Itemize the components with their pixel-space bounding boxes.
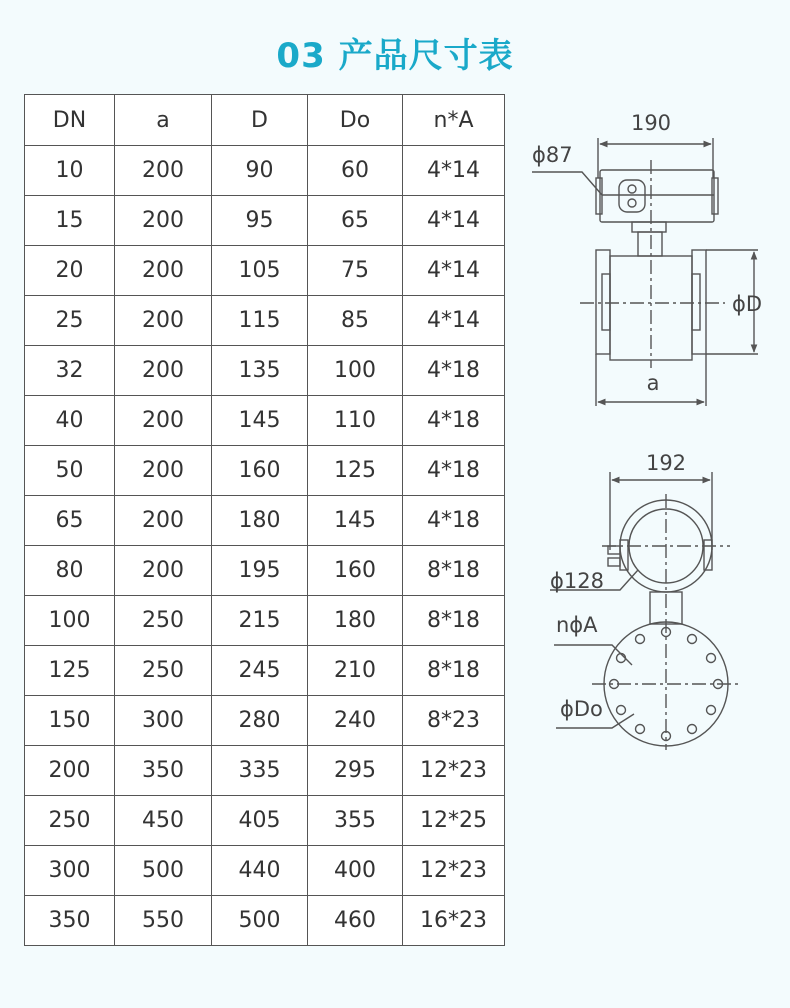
header-d: D bbox=[212, 95, 308, 146]
table-cell: 15 bbox=[25, 196, 115, 246]
table-cell: 200 bbox=[115, 196, 212, 246]
table-cell: 4*14 bbox=[403, 196, 505, 246]
table-row bbox=[25, 196, 505, 246]
table-header-row bbox=[25, 95, 505, 146]
table-cell: 50 bbox=[25, 446, 115, 496]
table-cell: 12*23 bbox=[403, 746, 505, 796]
table-cell: 90 bbox=[212, 146, 308, 196]
dimension-diagram bbox=[520, 100, 785, 750]
table-cell: 65 bbox=[308, 196, 403, 246]
table-row bbox=[25, 246, 505, 296]
table-cell: 20 bbox=[25, 246, 115, 296]
front-width-label: 192 bbox=[645, 451, 687, 475]
table-cell: 245 bbox=[212, 646, 308, 696]
table-cell: 60 bbox=[308, 146, 403, 196]
flange-dia-label: ϕD bbox=[732, 292, 763, 316]
table-cell: 8*18 bbox=[403, 646, 505, 696]
table-row bbox=[25, 746, 505, 796]
table-row bbox=[25, 396, 505, 446]
header-a: a bbox=[115, 95, 212, 146]
table-cell: 160 bbox=[308, 546, 403, 596]
table-row bbox=[25, 546, 505, 596]
table-cell: 450 bbox=[115, 796, 212, 846]
table-cell: 32 bbox=[25, 346, 115, 396]
table-cell: 355 bbox=[308, 796, 403, 846]
bolt-circle-label: ϕDo bbox=[560, 697, 603, 721]
table-cell: 350 bbox=[115, 746, 212, 796]
bolt-hole bbox=[636, 725, 645, 734]
table-cell: 200 bbox=[115, 346, 212, 396]
front-head-dia-label: ϕ128 bbox=[550, 569, 604, 593]
table-cell: 280 bbox=[212, 696, 308, 746]
table-cell: 95 bbox=[212, 196, 308, 246]
side-width-label: 190 bbox=[630, 111, 672, 135]
table-cell: 12*25 bbox=[403, 796, 505, 846]
table-row bbox=[25, 646, 505, 696]
table-cell: 460 bbox=[308, 896, 403, 946]
table-row bbox=[25, 846, 505, 896]
table-cell: 300 bbox=[25, 846, 115, 896]
table-cell: 25 bbox=[25, 296, 115, 346]
table-cell: 4*18 bbox=[403, 496, 505, 546]
table-row bbox=[25, 496, 505, 546]
table-cell: 100 bbox=[25, 596, 115, 646]
table-cell: 145 bbox=[212, 396, 308, 446]
table-cell: 4*14 bbox=[403, 296, 505, 346]
table-cell: 4*18 bbox=[403, 396, 505, 446]
table-row bbox=[25, 896, 505, 946]
table-row bbox=[25, 346, 505, 396]
table-row bbox=[25, 796, 505, 846]
table-row bbox=[25, 446, 505, 496]
table-cell: 200 bbox=[115, 546, 212, 596]
table-cell: 80 bbox=[25, 546, 115, 596]
table-cell: 8*18 bbox=[403, 596, 505, 646]
table-cell: 85 bbox=[308, 296, 403, 346]
table-cell: 10 bbox=[25, 146, 115, 196]
table-cell: 12*23 bbox=[403, 846, 505, 896]
table-cell: 200 bbox=[115, 146, 212, 196]
table-cell: 250 bbox=[25, 796, 115, 846]
table-cell: 8*23 bbox=[403, 696, 505, 746]
table-cell: 200 bbox=[115, 246, 212, 296]
bolt-hole bbox=[688, 635, 697, 644]
table-cell: 110 bbox=[308, 396, 403, 446]
bolt-hole bbox=[636, 635, 645, 644]
table-cell: 250 bbox=[115, 646, 212, 696]
table-cell: 200 bbox=[115, 446, 212, 496]
table-row bbox=[25, 696, 505, 746]
table-cell: 250 bbox=[115, 596, 212, 646]
bolt-hole bbox=[707, 706, 716, 715]
table-cell: 40 bbox=[25, 396, 115, 446]
table-cell: 500 bbox=[212, 896, 308, 946]
bolt-hole bbox=[707, 654, 716, 663]
table-row bbox=[25, 146, 505, 196]
table-cell: 4*18 bbox=[403, 446, 505, 496]
table-cell: 115 bbox=[212, 296, 308, 346]
table-cell: 210 bbox=[308, 646, 403, 696]
side-head-dia-label: ϕ87 bbox=[532, 143, 573, 167]
table-cell: 550 bbox=[115, 896, 212, 946]
table-cell: 100 bbox=[308, 346, 403, 396]
table-cell: 400 bbox=[308, 846, 403, 896]
table-row bbox=[25, 296, 505, 346]
table-cell: 295 bbox=[308, 746, 403, 796]
table-cell: 180 bbox=[212, 496, 308, 546]
table-row bbox=[25, 596, 505, 646]
table-cell: 65 bbox=[25, 496, 115, 546]
table-cell: 4*18 bbox=[403, 346, 505, 396]
header-dn: DN bbox=[25, 95, 115, 146]
table-cell: 200 bbox=[115, 396, 212, 446]
table-cell: 125 bbox=[308, 446, 403, 496]
table-cell: 8*18 bbox=[403, 546, 505, 596]
table-cell: 200 bbox=[115, 496, 212, 546]
side-view bbox=[532, 138, 758, 406]
table-cell: 300 bbox=[115, 696, 212, 746]
table-cell: 215 bbox=[212, 596, 308, 646]
table-cell: 405 bbox=[212, 796, 308, 846]
table-cell: 350 bbox=[25, 896, 115, 946]
table-cell: 75 bbox=[308, 246, 403, 296]
table-cell: 125 bbox=[25, 646, 115, 696]
table-cell: 145 bbox=[308, 496, 403, 546]
table-cell: 150 bbox=[25, 696, 115, 746]
table-body bbox=[25, 146, 505, 946]
table-cell: 195 bbox=[212, 546, 308, 596]
bolt-hole bbox=[617, 706, 626, 715]
table-cell: 16*23 bbox=[403, 896, 505, 946]
table-cell: 335 bbox=[212, 746, 308, 796]
table-cell: 4*14 bbox=[403, 146, 505, 196]
table-cell: 500 bbox=[115, 846, 212, 896]
length-label: a bbox=[646, 371, 660, 395]
table-cell: 200 bbox=[25, 746, 115, 796]
table-cell: 180 bbox=[308, 596, 403, 646]
table-cell: 240 bbox=[308, 696, 403, 746]
table-cell: 200 bbox=[115, 296, 212, 346]
table-cell: 105 bbox=[212, 246, 308, 296]
table-cell: 4*14 bbox=[403, 246, 505, 296]
page-title: 03 产品尺寸表 bbox=[276, 36, 514, 76]
bolt-hole bbox=[688, 725, 697, 734]
table-cell: 135 bbox=[212, 346, 308, 396]
dimension-table bbox=[24, 94, 505, 946]
table-cell: 160 bbox=[212, 446, 308, 496]
header-na: n*A bbox=[403, 95, 505, 146]
holes-label: nϕA bbox=[556, 613, 598, 637]
table-cell: 440 bbox=[212, 846, 308, 896]
header-do: Do bbox=[308, 95, 403, 146]
